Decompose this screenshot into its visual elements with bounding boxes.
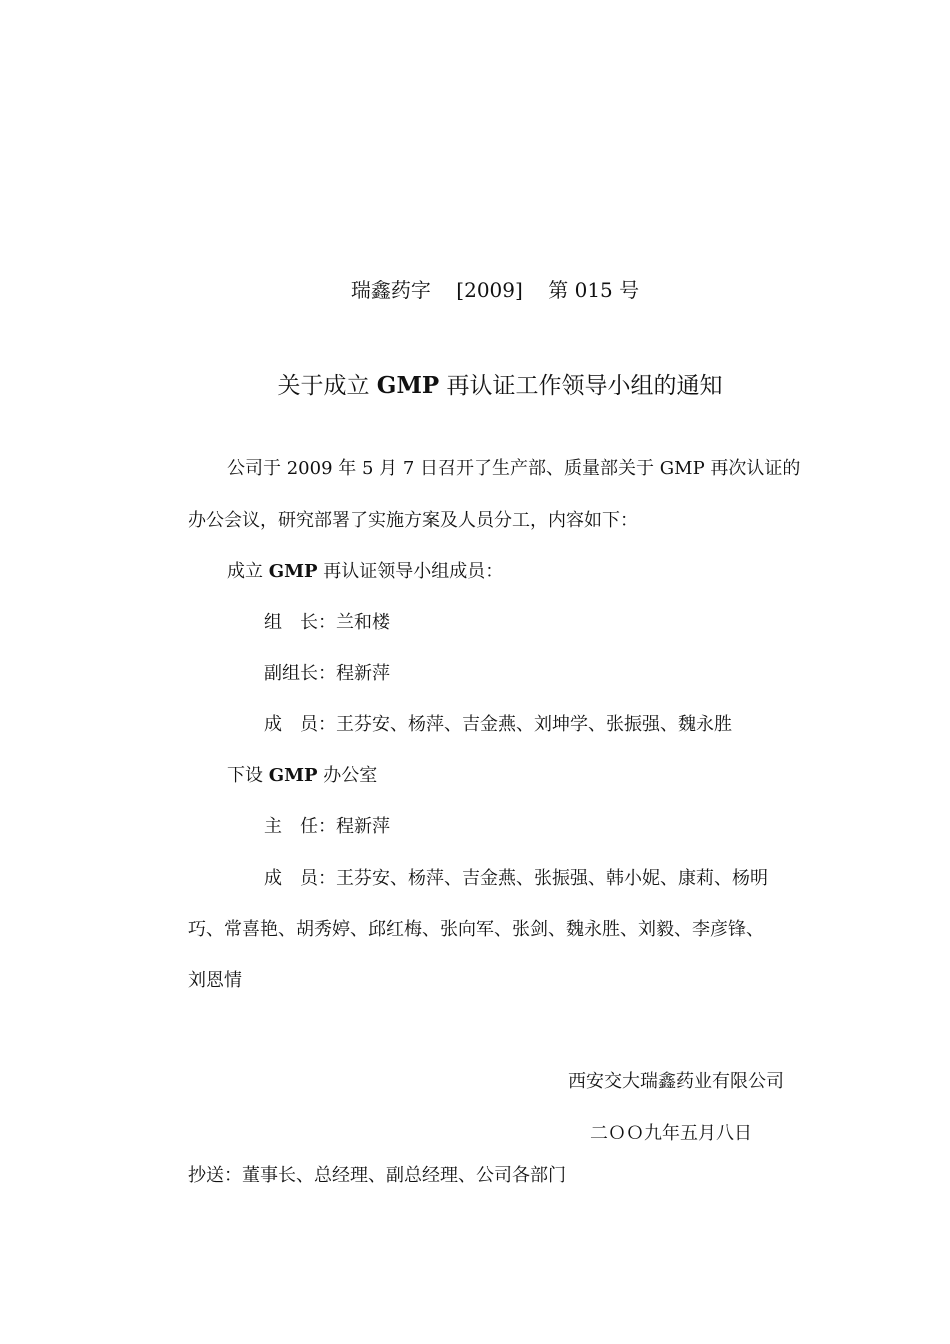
group-leader: 组 长：兰和楼: [264, 612, 390, 633]
doc-serial: 第 015 号: [548, 278, 640, 302]
office-heading-suffix: 办公室: [317, 765, 378, 786]
title-prefix: 关于成立: [277, 373, 377, 399]
intro-paragraph-line-1: 公司于 2009 年 5 月 7 日召开了生产部、质量部关于 GMP 再次认证的: [227, 458, 801, 479]
office-heading-prefix: 下设: [227, 765, 269, 786]
office-heading: [227, 765, 377, 787]
office-members-line-3: 刘恩情: [188, 970, 242, 991]
title-suffix: 再认证工作领导小组的通知: [439, 373, 723, 399]
group-heading: [227, 561, 503, 583]
issue-date: 二ＯＯ九年五月八日: [590, 1123, 752, 1144]
group-deputy-leader: 副组长：程新萍: [264, 663, 390, 684]
title-gmp: GMP: [376, 372, 440, 399]
office-director: 主 任：程新萍: [264, 816, 390, 837]
document-title: [0, 372, 950, 400]
group-heading-prefix: 成立: [227, 561, 269, 582]
group-heading-suffix: 再认证领导小组成员：: [317, 561, 504, 582]
intro-paragraph-line-2: 办公会议，研究部署了实施方案及人员分工，内容如下：: [188, 510, 638, 531]
doc-issuer: 瑞鑫药字: [350, 278, 431, 302]
group-heading-gmp: GMP: [268, 561, 318, 582]
group-members: 成 员：王芬安、杨萍、吉金燕、刘坤学、张振强、魏永胜: [264, 714, 732, 735]
carbon-copy-line: 抄送：董事长、总经理、副总经理、公司各部门: [188, 1165, 566, 1186]
office-heading-gmp: GMP: [268, 765, 318, 786]
document-number: [0, 278, 950, 302]
office-members-line-1: 成 员：王芬安、杨萍、吉金燕、张振强、韩小妮、康莉、杨明: [264, 868, 768, 889]
doc-year: [2009]: [456, 278, 523, 302]
issuing-company: 西安交大瑞鑫药业有限公司: [568, 1071, 784, 1092]
office-members-line-2: 巧、常喜艳、胡秀婷、邱红梅、张向军、张剑、魏永胜、刘毅、李彦锋、: [188, 919, 764, 940]
